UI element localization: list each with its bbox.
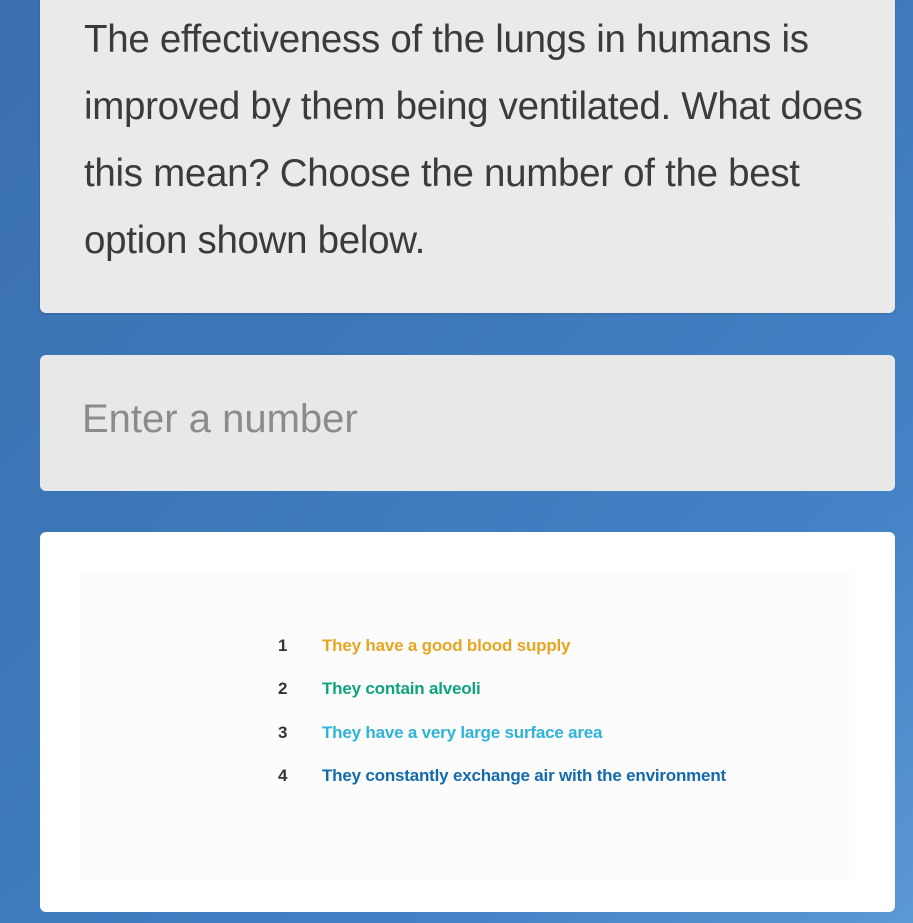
option-2 [278, 677, 481, 701]
answer-field[interactable] [40, 355, 895, 491]
option-number: 4 [278, 766, 288, 785]
number-input[interactable] [80, 396, 855, 443]
question-card [40, 0, 895, 313]
option-number: 3 [278, 723, 288, 742]
option-number: 2 [278, 679, 288, 698]
option-1 [278, 634, 570, 658]
option-text: They have a very large surface area [322, 723, 603, 742]
question-text: The effectiveness of the lungs in humans is improved by them being ventilated. What does this mean? Choose the number of the best option shown below. [84, 18, 863, 262]
option-text: They constantly exchange air with the environment [322, 766, 726, 785]
options-card [40, 532, 895, 912]
option-text: They have a good blood supply [322, 636, 571, 655]
option-text: They contain alveoli [322, 679, 481, 698]
options-image [80, 570, 855, 880]
option-3 [278, 721, 602, 745]
option-number: 1 [278, 636, 288, 655]
option-4 [278, 764, 726, 788]
